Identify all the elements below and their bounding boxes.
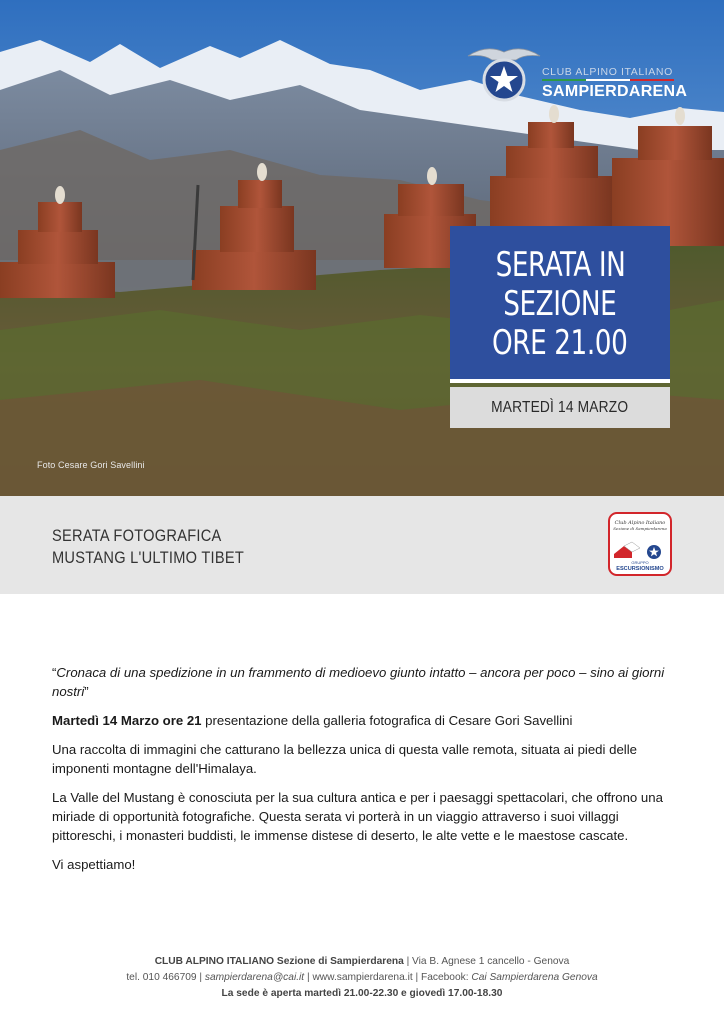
footer-line3	[0, 986, 724, 1002]
intro-quote: “Cronaca di una spedizione in un frammento di medioevo giunto intatto – ancora per poco – sino ai giorni nostri”	[52, 665, 665, 699]
hero-photo	[0, 0, 724, 496]
footer-line2: tel. 010 466709 | sampierdarena@cai.it | www.sampierdarena.it | Facebook: Cai Sampierdarena Genova	[126, 972, 598, 983]
event-title-line1: SERATA IN	[495, 245, 625, 285]
footer-email-link[interactable]: sampierdarena@cai.it	[204, 972, 305, 983]
event-datetime: Martedì 14 Marzo ore 21	[52, 713, 202, 728]
event-title-line2: SEZIONE	[503, 284, 617, 324]
body-text	[52, 663, 672, 884]
band-title-line2: MUSTANG L'ULTIMO TIBET	[52, 548, 245, 567]
footer	[0, 954, 724, 1002]
badge-text-gruppo: GRUPPO	[631, 560, 649, 565]
cai-sampierdarena-logo	[466, 42, 688, 104]
description-paragraph-2: La Valle del Mustang è conosciuta per la sua cultura antica e per i paesaggi spettacolari, che offrono una miriade di opportunità fotografiche. Questa serata vi porterà in un viaggio attraverso i suoi villaggi pittoreschi, i monasteri buddisti, le immense distese di deserto, le alte vette e le maestose cascate.	[52, 790, 663, 843]
event-date: MARTEDÌ 14 MARZO	[491, 398, 629, 416]
gruppo-escursionismo-badge	[608, 512, 672, 576]
event-box-divider	[450, 379, 670, 383]
event-date-box	[450, 387, 670, 428]
event-title-box	[450, 226, 670, 383]
logo-org-line1: CLUB ALPINO ITALIANO	[542, 66, 673, 78]
title-band	[0, 496, 724, 594]
escursionismo-logo-icon	[610, 514, 670, 574]
logo-org-line2: SAMPIERDARENA	[542, 83, 688, 100]
cai-eagle-star-icon	[466, 42, 542, 104]
event-paragraph: Martedì 14 Marzo ore 21 presentazione della galleria fotografica di Cesare Gori Savellini	[52, 713, 573, 728]
description-paragraph-1: Una raccolta di immagini che catturano la bellezza unica di questa valle remota, situata ai piedi delle imponenti montagne dell'Himalaya.	[52, 742, 637, 776]
footer-line1: CLUB ALPINO ITALIANO Sezione di Sampierdarena | Via B. Agnese 1 cancello - Genova	[154, 956, 570, 967]
photo-credit: Foto Cesare Gori Savellini	[37, 460, 145, 470]
logo-tricolor-stripe	[542, 79, 674, 81]
quote-text: Cronaca di una spedizione in un frammento di medioevo giunto intatto – ancora per poco – sino ai giorni nostri	[52, 665, 665, 699]
footer-org-name: CLUB ALPINO ITALIANO Sezione di Sampierdarena	[154, 956, 404, 967]
badge-text-escursionismo: ESCURSIONISMO	[616, 566, 664, 572]
footer-opening-hours: La sede è aperta martedì 21.00-22.30 e giovedì 17.00-18.30	[221, 988, 503, 999]
band-title-line1: SERATA FOTOGRAFICA	[52, 526, 222, 545]
footer-facebook-link[interactable]: Cai Sampierdarena Genova	[471, 972, 598, 983]
badge-text-top1: Club Alpino Italiano	[614, 520, 666, 526]
badge-text-top2: Sezione di Sampierdarena	[613, 526, 667, 531]
event-title-line3: ORE 21.00	[492, 323, 628, 363]
closing-line: Vi aspettiamo!	[52, 857, 136, 872]
